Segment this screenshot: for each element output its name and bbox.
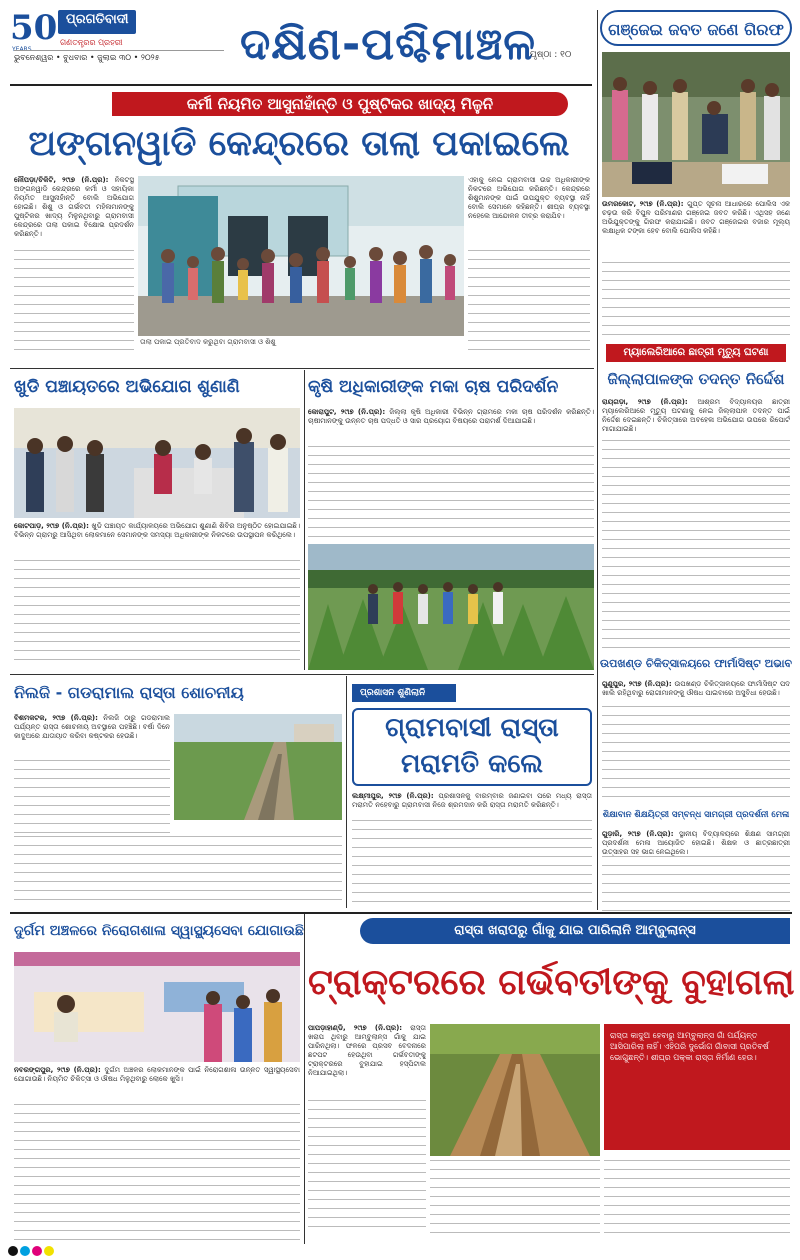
row2-divider <box>10 368 594 369</box>
khudi-body-columntext <box>14 560 300 668</box>
malaria-headline: ଜିଲ୍ଲାପାଳଙ୍କ ତଦନ୍ତ ନିର୍ଦ୍ଦେଶ <box>607 370 785 388</box>
road-body-lower-columntext <box>14 836 342 906</box>
road-photo <box>174 714 342 820</box>
pharmacist-body-columntext <box>602 706 790 800</box>
ganja-photo <box>602 52 790 197</box>
repair-body-columntext <box>352 820 592 906</box>
tractor-quote-columntext <box>604 1160 790 1234</box>
repair-body-text: ପ୍ରଶାସନକୁ ବାରମ୍ବାର ଜଣାଇବା ପରେ ମଧ୍ୟ ରାସ୍ତା ମରାମତି ନହେବାରୁ ଗ୍ରାମବାସୀ ନିଜେ ଶ୍ରମଦାନ କରି ରାସ୍ତା ମରାମତି କରିଛନ୍ତି। <box>352 792 592 809</box>
khudi-headline: ଖୁଡି ପଞ୍ଚାୟତରେ ଅଭିଯୋଗ ଶୁଣାଣି <box>14 377 240 397</box>
row3-divider <box>10 674 594 675</box>
pharmacist-headline: ଉପଖଣ୍ଡ ଚିକିତ୍ସାଳୟରେ ଫାର୍ମାସିଷ୍ଟ ଅଭାବ <box>600 657 792 670</box>
tractor-body-text: ରାସ୍ତା ଖରାପ ଥିବାରୁ ଆମ୍ବୁଲାନ୍ସ ଗାଁକୁ ଯାଇ ପାରିନଥିଲା। ଫଳରେ ପ୍ରସବ ବେଦନାରେ ଛଟପଟ ହେଉଥିବା ଗର୍ଭବତୀଙ୍କୁ ଟ୍ରାକ୍ଟରରେ ବୁହାଯାଇ ହସ୍ପିଟାଲ ନିଆଯାଇଥିଲା। <box>308 1024 426 1077</box>
tractor-body-lower-columntext <box>430 1160 600 1234</box>
row3-col-divider <box>346 676 347 908</box>
print-registration-marks <box>8 1246 54 1256</box>
anniversary-years-label: YEARS <box>12 46 32 53</box>
ganja-photo-svg <box>602 52 790 197</box>
lead-story-dateline: ନୌପଡ଼ା/ଚିକିଟି, ୨୯ା୭ (ନି.ପ୍ର): <box>14 176 115 184</box>
road-photo-svg <box>174 714 342 820</box>
health-headline: ଦୁର୍ଗମ ଅଞ୍ଚଳରେ ନିରୋଗଶାଳା ସ୍ୱାସ୍ଥ୍ୟସେବା ଯୋଗାଉଛି <box>14 923 304 939</box>
lead-story-kicker: କର୍ମୀ ନିୟମିତ ଆସୁନାହାଁନ୍ତି ଓ ପୁଷ୍ଟିକର ଖାଦ୍ୟ ମିଳୁନି <box>112 92 568 116</box>
ganja-dateline: ଉମରକୋଟ, ୨୯ା୭ (ନି.ପ୍ର): <box>602 200 688 208</box>
ganja-body-columntext <box>602 262 790 340</box>
lead-story-headline: ଅଙ୍ଗନୱାଡି କେନ୍ଦ୍ରରେ ତାଲା ପକାଇଲେ <box>28 124 570 164</box>
khudi-body-text: ଖୁଡି ପଞ୍ଚାୟତ କାର୍ଯ୍ୟାଳୟରେ ଅଭିଯୋଗ ଶୁଣାଣି ଶିବିର ଅନୁଷ୍ଠିତ ହୋଇଯାଇଛି। ବିଭିନ୍ନ ଗ୍ରାମରୁ ଆସିଥିବା ଲୋକମାନେ ସେମାନଙ୍କ ସମସ୍ୟା ଅଧିକାରୀଙ୍କ ନିକଟରେ ଉପସ୍ଥାପନ କରିଥିଲେ। <box>14 522 300 539</box>
health-dateline: ନବରଙ୍ଗପୁର, ୨୯ା୭ (ନି.ପ୍ର): <box>14 1066 105 1074</box>
repair-kicker: ପ୍ରଶାସନ ଶୁଣିଲାନି <box>352 684 456 702</box>
khudi-photo <box>14 408 300 518</box>
krushi-body-columntext <box>308 446 594 540</box>
krushi-body-text: ଜିଲ୍ଲା କୃଷି ଅଧିକାରୀ ବିଭିନ୍ନ ଗ୍ରାମରେ ମକା ଚାଷ ପରିଦର୍ଶନ କରିଛନ୍ତି। ଚାଷୀମାନଙ୍କୁ ଉନ୍ନତ ଚାଷ ପଦ୍ଧତି ଓ ସାର ପ୍ରୟୋଗ ବିଷୟରେ ପରାମର୍ଶ ଦିଆଯାଇଛି। <box>308 408 594 425</box>
krushi-dateline: କୋରାପୁଟ, ୨୯ା୭ (ନି.ପ୍ର): <box>308 408 390 416</box>
lead-story-body-left-text: ନିକଟସ୍ଥ ଅଙ୍ଗନୱାଡି କେନ୍ଦ୍ରରେ କର୍ମୀ ଓ ସହାୟିକା ନିୟମିତ ଆସୁନାହାଁନ୍ତି ବୋଲି ଅଭିଯୋଗ ହୋଇଛି। ଶିଶୁ ଓ ଗର୍ଭବତୀ ମହିଳାମାନଙ୍କୁ ପୁଷ୍ଟିକର ଖାଦ୍ୟ ମିଳୁନଥିବାରୁ ଗ୍ରାମବାସୀ କେନ୍ଦ୍ରରେ ତାଲା ପକାଇ ବିକ୍ଷୋଭ ପ୍ରଦର୍ଶନ କରିଛନ୍ତି। <box>14 176 134 238</box>
malaria-kicker: ମ୍ୟାଲେରିଆରେ ଛାତ୍ରୀ ମୃତ୍ୟୁ ଘଟଣା <box>606 344 786 362</box>
lead-story-body-right-text: ଏହାକୁ ନେଇ ଗ୍ରାମବାସୀ ଉଚ୍ଚ ଅଧିକାରୀଙ୍କ ନିକଟରେ ଅଭିଯୋଗ କରିଛନ୍ତି। କେନ୍ଦ୍ରରେ ଶିଶୁମାନଙ୍କ ପାଇଁ ଉପଯୁକ୍ତ ବ୍ୟବସ୍ଥା ନାହିଁ ବୋଲି ସେମାନେ କହିଛନ୍ତି। ଶୀଘ୍ର ବ୍ୟବସ୍ଥା ନହେଲେ ଆନ୍ଦୋଳନ ତୀବ୍ର କରାଯିବ। <box>468 176 590 220</box>
masthead-divider <box>10 84 592 86</box>
right-column-divider <box>597 10 598 910</box>
reg-mark-black <box>8 1246 18 1256</box>
reg-mark-yellow <box>44 1246 54 1256</box>
repair-headline-box <box>352 708 592 786</box>
repair-headline-line2: ମରାମତି କଲେ <box>400 749 544 779</box>
tractor-dateline: ପାପଡ଼ାହାଣ୍ଡି, ୨୯ା୭ (ନି.ପ୍ର): <box>308 1024 411 1032</box>
ganja-body-text: ଗୁପ୍ତ ସୂଚନା ଆଧାରରେ ପୋଲିସ ଏକ ଚଢ଼ଉ କରି ବିପୁଳ ପରିମାଣର ଗଞ୍ଜେଇ ଜବତ କରିଛି। ଏଥିସହ ଜଣେ ଅଭିଯୁକ୍ତଙ୍କୁ ଗିରଫ କରାଯାଇଛି। ଜବତ ଗଞ୍ଜେଇର ବଜାର ମୂଲ୍ୟ ଲକ୍ଷାଧିକ ଟଙ୍କା ହେବ ବୋଲି ପୋଲିସ କହିଛି। <box>602 200 790 235</box>
road-dateline: ବିଶମକଟକ, ୨୯ା୭ (ନି.ପ୍ର): <box>14 714 104 722</box>
lead-story-body-left-columntext <box>14 250 134 356</box>
tractor-photo <box>430 1024 600 1156</box>
road-headline: ନିଲଜି - ଗଡରାମାଲ ରାସ୍ତା ଶୋଚନୀୟ <box>14 683 244 702</box>
malaria-body-text: ଆଶ୍ରମ ବିଦ୍ୟାଳୟର ଛାତ୍ରୀ ମ୍ୟାଲେରିଆରେ ମୃତ୍ୟୁ ଘଟଣାକୁ ନେଇ ଜିଲ୍ଲାପାଳ ତଦନ୍ତ ପାଇଁ ନିର୍ଦ୍ଦେଶ ଦେଇଛନ୍ତି। ଚିକିତ୍ସାରେ ଅବହେଳା ଅଭିଯୋଗ ଉପରେ ରିପୋର୍ଟ ମାଗାଯାଇଛି। <box>602 398 790 433</box>
tractor-body-columntext <box>308 1100 426 1234</box>
health-photo-svg <box>14 952 300 1062</box>
khudi-photo-svg <box>14 408 300 518</box>
tractor-quote-box: ରାସ୍ତା କାଦୁଅ ହେବାରୁ ଆମ୍ବୁଲାନ୍ସ ଗାଁ ପର୍ଯ୍ୟନ୍ତ ଆସିପାରିଲା ନାହିଁ। ଏହିପରି ଦୁର୍ଭୋଗ ଗାଁବାସୀ ପ୍ରତିବର୍ଷ ଭୋଗୁଛନ୍ତି। ଶୀଘ୍ର ପକ୍କା ରାସ୍ତା ନିର୍ମାଣ ହେଉ। <box>604 1024 790 1150</box>
teacher-dateline: ଗୁଡ଼ାରି, ୨୯ା୭ (ନି.ପ୍ର): <box>602 830 680 838</box>
repair-dateline: ଲକ୍ଷ୍ମୀପୁର, ୨୯ା୭ (ନି.ପ୍ର): <box>352 792 439 800</box>
krushi-headline: କୃଷି ଅଧିକାରୀଙ୍କ ମକା ଚାଷ ପରିଦର୍ଶନ <box>308 377 559 397</box>
row4-divider <box>10 912 792 914</box>
section-title: ଦକ୍ଷିଣ-ପଶ୍ଚିମାଞ୍ଚଳ <box>239 19 537 70</box>
lead-story-photo-caption: ତାଲା ପକାଇ ପ୍ରତିବାଦ କରୁଥିବା ଗ୍ରାମବାସୀ ଓ ଶିଶୁ <box>140 338 276 346</box>
krushi-photo <box>308 544 594 670</box>
pharmacist-dateline: ଗୁଣୁପୁର, ୨୯ା୭ (ନି.ପ୍ର): <box>602 680 675 688</box>
tractor-headline: ଟ୍ରାକ୍ଟରରେ ଗର୍ଭବତୀଙ୍କୁ ବୁହାଗଲା <box>308 962 795 1003</box>
page-number: ପୃଷ୍ଠା : ୧୦ <box>530 50 572 60</box>
newspaper-tagline: ଗଣତନ୍ତ୍ରର ପ୍ରହରୀ <box>60 38 123 47</box>
tractor-photo-svg <box>430 1024 600 1156</box>
lead-story-body-right-columntext <box>468 250 590 356</box>
row2-col-divider <box>304 370 305 670</box>
row4-col-divider <box>304 914 305 1244</box>
teacher-body-text: ସ୍ଥାନୀୟ ବିଦ୍ୟାଳୟରେ ଶିକ୍ଷଣ ସାମଗ୍ରୀ ପ୍ରଦର୍ଶନୀ ମେଳା ଆୟୋଜିତ ହୋଇଛି। ଶିକ୍ଷକ ଓ ଛାତ୍ରଛାତ୍ରୀ ଉତ୍ସାହର ସହ ଭାଗ ନେଇଥିଲେ। <box>602 830 790 856</box>
khudi-dateline: କୋଟପାଡ଼, ୨୯ା୭ (ନି.ପ୍ର): <box>14 522 92 530</box>
lead-story-photo <box>138 176 464 336</box>
health-body-columntext <box>14 1104 300 1242</box>
teacher-headline: ଶିକ୍ଷାବାନ ଶିକ୍ଷୟିତ୍ରୀ ସମ୍ବନ୍ଧ ସାମଗ୍ରୀ ପ୍ରଦର୍ଶନୀ ମେଳା <box>602 810 790 820</box>
road-body-text: ନିଲଜି ଠାରୁ ଗଡରାମାଲ ପର୍ଯ୍ୟନ୍ତ ରାସ୍ତା ଶୋଚନୀୟ ଅବସ୍ଥାରେ ପହଞ୍ଚିଛି। ବର୍ଷା ଦିନେ କାଦୁଅରେ ଯାତାୟାତ କରିବା କଷ୍ଟକର ହେଉଛି। <box>14 714 170 740</box>
health-photo <box>14 952 300 1062</box>
ganja-headline: ଗଞ୍ଜେଇ ଜବତ ଜଣେ ଗିରଫ <box>600 10 792 46</box>
issue-dateline: ଭୁବନେଶ୍ୱର • ବୁଧବାର • ଜୁଲାଇ ୩୦ • ୨୦୨୫ <box>14 50 224 63</box>
krushi-photo-svg <box>308 544 594 670</box>
tractor-kicker: ରାସ୍ତା ଖରାପରୁ ଗାଁକୁ ଯାଇ ପାରିଲାନି ଆମ୍ବୁଲାନ୍ସ <box>360 918 790 944</box>
pharmacist-body-text: ଉପଖଣ୍ଡ ଚିକିତ୍ସାଳୟରେ ଫାର୍ମାସିଷ୍ଟ ପଦ ଖାଲି ରହିଥିବାରୁ ରୋଗୀମାନଙ୍କୁ ଔଷଧ ପାଇବାରେ ଅସୁବିଧା ହେଉଛି। <box>602 680 790 697</box>
repair-headline-line1: ଗ୍ରାମବାସୀ ରାସ୍ତା <box>385 713 559 743</box>
malaria-body-columntext <box>602 440 790 648</box>
reg-mark-cyan <box>20 1246 30 1256</box>
malaria-dateline: ରାୟଗଡ଼ା, ୨୯ା୭ (ନି.ପ୍ର): <box>602 398 698 406</box>
anniversary-logo: 50 <box>10 8 58 48</box>
anganwadi-photo-svg <box>138 176 464 336</box>
road-body-columntext <box>14 760 170 834</box>
reg-mark-magenta <box>32 1246 42 1256</box>
health-body-text: ଦୁର୍ଗମ ଅଞ୍ଚଳର ଲୋକମାନଙ୍କ ପାଇଁ ନିରୋଗଶାଳା ଉନ୍ନତ ସ୍ୱାସ୍ଥ୍ୟସେବା ଯୋଗାଉଛି। ନିୟମିତ ଚିକିତ୍ସା ଓ ଔଷଧ ମିଳୁଥିବାରୁ ଲୋକେ ଖୁସି। <box>14 1066 300 1083</box>
teacher-body-columntext <box>602 856 790 912</box>
newspaper-name: ପ୍ରଗତିବାଦୀ <box>58 10 136 34</box>
